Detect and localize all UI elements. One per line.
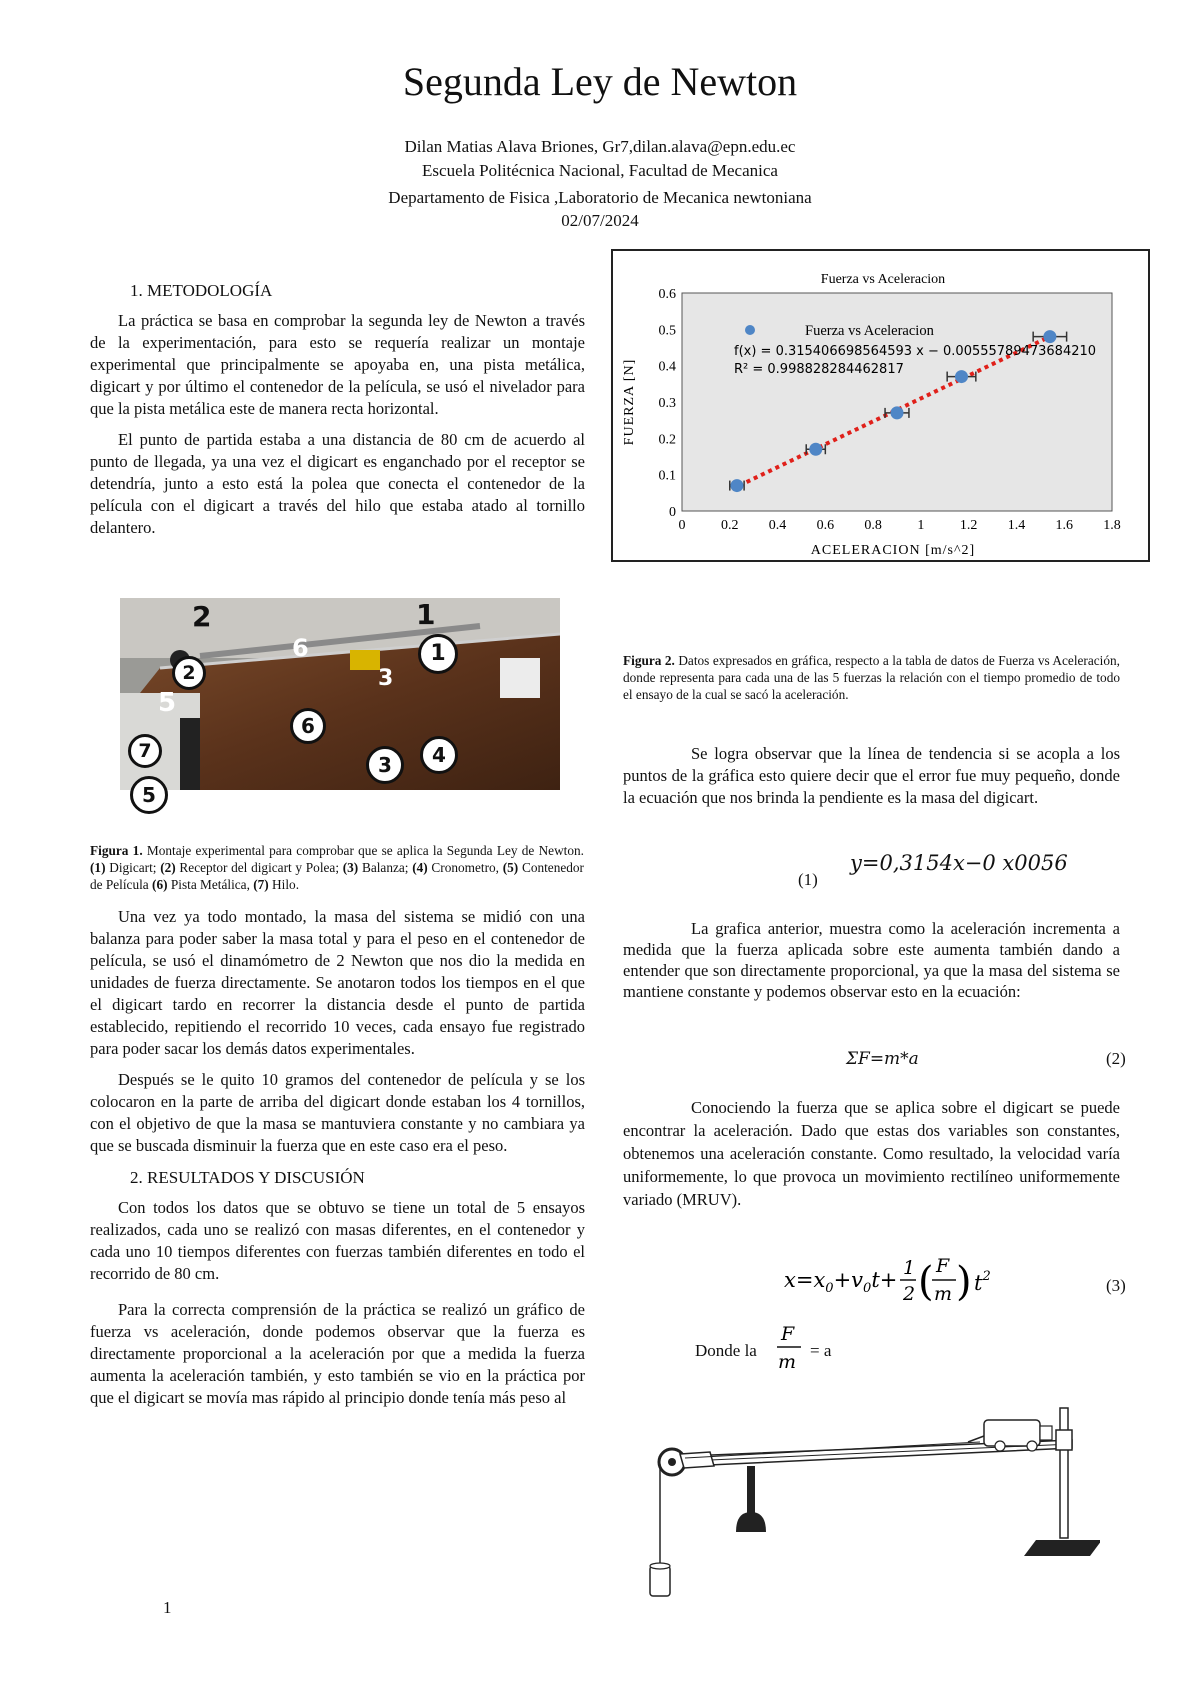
- photo-circle-label: 3: [366, 746, 404, 784]
- photo-label: 6: [292, 634, 309, 662]
- x-tick-label: 1: [917, 518, 925, 533]
- trend-equation: f(x) = 0.315406698564593 x − 0.00555789473684210: [734, 344, 1097, 359]
- svg-text:(: (: [918, 1259, 934, 1305]
- paragraph: Con todos los datos que se obtuvo se tiene un total de 5 ensayos realizados, cada uno se realizó con masas diferentes, en el contenedor y cada uno 10 tiempos diferentes con fuerzas también diferentes en todo el recorrido de 80 cm.: [90, 1198, 585, 1283]
- department-line: Departamento de Fisica ,Laboratorio de Mecanica newtoniana: [388, 188, 812, 207]
- x-tick-label: 0.6: [816, 518, 835, 533]
- x-tick-label: 1.4: [1007, 518, 1026, 533]
- y-tick-label: 0.6: [658, 287, 676, 302]
- section-heading-metodologia: 1. METODOLOGÍA: [130, 281, 273, 300]
- photo-label: 3: [378, 666, 394, 691]
- photo-circle-label: 5: [130, 776, 168, 814]
- figure2-caption: Figura 2. Datos expresados en gráfica, respecto a la tabla de datos de Fuerza vs Aceleración, donde representa para cada una de las 5 fuerzas la relación con el tiempo promedio de todo el ensayo de la cual se sacó la aceleración.: [623, 653, 1120, 702]
- x-axis-label: ACELERACION [m/s^2]: [810, 543, 976, 558]
- left-column-bottom: [90, 906, 585, 1418]
- equation-3: [784, 1250, 1004, 1310]
- author-line: Dilan Matias Alava Briones, Gr7,dilan.alava@epn.edu.ec: [404, 137, 796, 156]
- r-squared: R² = 0.998828284462817: [734, 362, 904, 377]
- institution-line: Escuela Politécnica Nacional, Facultad de Mecanica: [422, 161, 778, 180]
- right-paragraph-1: Se logra observar que la línea de tendencia si se acopla a los puntos de la gráfica esto quiere decir que el error fue muy pequeño, donde la ecuación que nos brinda la pendiente es la masa del digicart.: [623, 744, 1120, 807]
- x-tick-label: 0.4: [768, 518, 787, 533]
- date-line: 02/07/2024: [561, 211, 639, 230]
- y-tick-label: 0.1: [658, 468, 676, 484]
- svg-text:x=x0+v0t+: $x=x_0+v_0t+$: [784, 1268, 898, 1296]
- paragraph: La práctica se basa en comprobar la segunda ley de Newton a través de la experimentación, para esto se requería realizar un montaje experimental que principalmente se apoyaba en, una pista metálica, digicart y por último el contenedor de la película, se usó el nivelador para que la pista metálica este de manera recta horizontal.: [90, 311, 585, 418]
- photo-circle-label: 4: [420, 736, 458, 774]
- photo-circle-label: 1: [418, 634, 458, 674]
- photo-circle-label: 7: [128, 734, 162, 768]
- chart-frame: [611, 249, 1150, 562]
- legend-label: Fuerza vs Aceleracion: [805, 323, 934, 339]
- setup-photo: [120, 598, 560, 790]
- left-column-top: [90, 276, 585, 548]
- x-tick-label: 1.6: [1055, 518, 1073, 533]
- x-tick-label: 0: [678, 518, 686, 533]
- chart-title: Fuerza vs Aceleracion: [820, 272, 946, 287]
- data-marker: [955, 370, 968, 383]
- y-tick-label: 0.4: [658, 359, 676, 375]
- legend-marker: [745, 325, 755, 335]
- equation-number: (3): [1106, 1276, 1126, 1295]
- y-tick-label: 0.5: [658, 323, 676, 339]
- y-axis-label: FUERZA [N]: [622, 358, 637, 446]
- svg-text:2: 2: [903, 1283, 916, 1305]
- page-number: 1: [163, 1598, 172, 1617]
- right-paragraph-3: Conociendo la fuerza que se aplica sobre el digicart se puede encontrar la aceleración. Dado que estas dos variables son constantes, obtenemos una aceleración constante. Como resultado, la velocidad varía uniformemente, lo que provoca un movimiento rectilíneo uniformemente variado (MRUV).: [623, 1098, 1120, 1209]
- x-tick-label: 1.2: [959, 518, 978, 533]
- y-tick-label: 0.2: [658, 432, 676, 448]
- paragraph: Para la correcta comprensión de la práctica se realizó un gráfico de fuerza vs aceleración, donde podemos observar que la fuerza es directamente proporcional a la aceleración por que a medida la fuerza aumenta la aceleración también, y esto también se vio en la práctica por que el digicart se movía mas rápido al principio donde tenía más peso al: [90, 1300, 585, 1407]
- data-marker: [730, 479, 743, 492]
- svg-text:F: F: [781, 1323, 795, 1345]
- equation-number: (2): [1106, 1049, 1126, 1068]
- photo-label: 1: [416, 598, 436, 631]
- svg-text:1: 1: [903, 1257, 916, 1279]
- photo-circle-label: 2: [172, 656, 206, 690]
- x-tick-label: 1.8: [1103, 518, 1121, 533]
- paragraph: El punto de partida estaba a una distancia de 80 cm de acuerdo al punto de llegada, ya una vez el digicart es enganchado por el receptor se detendría, junto a esto está la polea que conecta el contenedor de la película con el digicart a través del hilo que estaba atado al tornillo delantero.: [90, 430, 585, 537]
- section-heading-resultados: 2. RESULTADOS Y DISCUSIÓN: [130, 1168, 365, 1187]
- svg-text:F: F: [936, 1255, 950, 1277]
- equation-2: ΣF=m*a: [846, 1049, 919, 1069]
- apparatus-diagram: [640, 1404, 1100, 1604]
- svg-text:): ): [956, 1259, 972, 1305]
- equation-1: y=0,3154x−0 x0056: [850, 851, 1068, 875]
- force-acceleration-chart: [613, 251, 1148, 560]
- svg-text:m: m: [778, 1351, 797, 1373]
- paragraph: Una vez ya todo montado, la masa del sistema se midió con una balanza para poder saber la masa total y para el peso en el contenedor de película, se usó el dinamómetro de 2 Newton que nos dio la medida en unidades de fuerza directamente. Se anotaron todos los tiempos en el que el digicart tardo en recorrer la distancia desde el punto de partida establecido, repitiendo el recorrido 10 veces, cada ensayo fue registrado para poder sacar los demás datos experimentales.: [90, 907, 585, 1058]
- paragraph: Después se le quito 10 gramos del contenedor de película y se los colocaron en la parte de arriba del digicart donde estaban los 4 tornillos, con el objetivo de que la masa se mantuviera constante y no cambiara ya que se buscada disminuir la fuerza que en este caso era el peso.: [90, 1070, 585, 1155]
- photo-circle-label: 6: [290, 708, 326, 744]
- definition-line: Donde la F m = a: [695, 1323, 832, 1373]
- equation-number: (1): [798, 870, 818, 889]
- svg-text:m: m: [934, 1283, 953, 1305]
- figure1-caption: Figura 1. Montaje experimental para comprobar que se aplica la Segunda Ley de Newton. (1) Digicart; (2) Receptor del digicart y Polea; (3) Balanza; (4) Cronometro, (5) Contenedor de Película (6) Pista Metálica, (7) Hilo.: [90, 843, 584, 892]
- photo-label: 5: [158, 688, 177, 718]
- right-paragraph-2: La grafica anterior, muestra como la aceleración incrementa a medida que la fuerza aplicada sobre este aumenta también dando a entender que son directamente proporcional, ya que la masa del sistema se mantiene constante y podemos observar esto en la ecuación:: [623, 919, 1120, 1001]
- x-tick-label: 0.8: [864, 518, 882, 533]
- data-marker: [809, 443, 822, 456]
- paper-title: Segunda Ley de Newton: [402, 59, 798, 104]
- y-tick-label: 0: [669, 505, 676, 520]
- photo-label: 2: [192, 600, 212, 633]
- data-marker: [891, 406, 904, 419]
- x-tick-label: 0.2: [721, 518, 739, 533]
- data-marker: [1043, 330, 1056, 343]
- svg-text:t2: $t^2$: [974, 1269, 991, 1295]
- y-tick-label: 0.3: [658, 396, 676, 411]
